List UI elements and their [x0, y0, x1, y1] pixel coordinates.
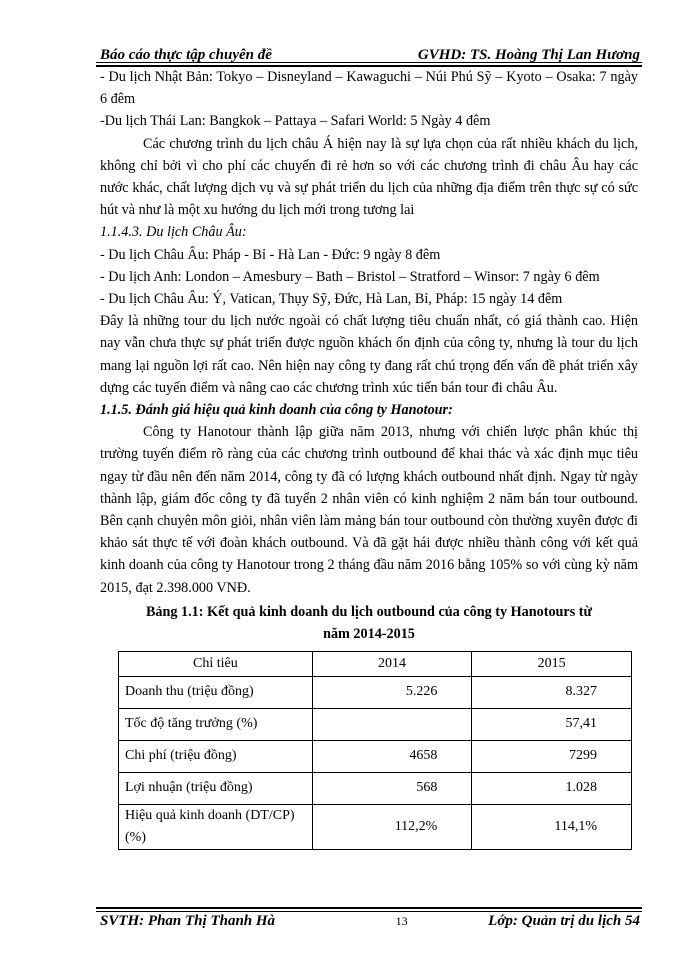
value-2014: 5.226 — [312, 676, 472, 708]
section-title: 1.1.5. Đánh giá hiệu quả kinh doanh của công ty Hanotour: — [100, 402, 453, 419]
europe-paragraph: Đây là những tour du lịch nước ngoài có chất lượng tiêu chuẩn nhất, có giá thành cao. Hiện nay vẫn chưa thực sự phát triển được nguồn khách ổn định của công ty, nhưng là tour du lịch mang lại nguồn lợi rất cao. Nên hiện nay công ty đang rất chú trọng đến vấn đề phát triển xây dựng các tuyến điểm và nâng cao các chương trình xúc tiến bán tour đi châu Âu. — [100, 313, 638, 396]
value-2014: 4658 — [312, 740, 472, 772]
row-label: Doanh thu (triệu đồng) — [119, 676, 313, 708]
header-2014: 2014 — [312, 651, 472, 676]
asia-paragraph: Các chương trình du lịch châu Á hiện nay là sự lựa chọn của rất nhiều khách du lịch, không chỉ bởi vì cho phí các chuyến đi rẻ hơn so với các chương trình đi châu Âu hay các nước khác, chất lượng dịch vụ và sự phát triển du lịch của những địa điểm trên thực sự có sức hút và như là một xu hướng du lịch mới trong tương lai — [100, 135, 638, 219]
value-2015: 7299 — [472, 740, 632, 772]
value-2015: 114,1% — [472, 804, 632, 849]
row-label: Chi phí (triệu đồng) — [119, 740, 313, 772]
table-header-row — [119, 651, 632, 676]
table-row — [119, 772, 632, 804]
table-caption — [100, 601, 638, 645]
table-caption-line2: năm 2014-2015 — [323, 625, 415, 642]
tour-thailand: -Du lịch Thái Lan: Bangkok – Pattaya – Safari World: 5 Ngày 4 đêm — [100, 113, 491, 130]
value-2014: 112,2% — [312, 804, 472, 849]
header-2015: 2015 — [472, 651, 632, 676]
table-row — [119, 676, 632, 708]
tour-japan: - Du lịch Nhật Bản: Tokyo – Disneyland – Kawaguchi – Núi Phú Sỹ – Kyoto – Osaka: 7 ngày 6 đêm — [100, 69, 638, 108]
table-caption-line1: Bảng 1.1: Kết quả kinh doanh du lịch outbound của công ty Hanotours từ — [145, 603, 593, 620]
value-2015: 57,41 — [472, 708, 632, 740]
value-2015: 1.028 — [472, 772, 632, 804]
header-report-title: Báo cáo thực tập chuyên đề — [100, 47, 272, 63]
evaluation-paragraph: Công ty Hanotour thành lập giữa năm 2013, nhưng với chiến lược phân khúc thị trường tuyến điểm rõ ràng của các chương trình outbound để khai thác và xác định mục tiêu ngay từ đầu nên đến năm 2014, công ty đã có lượng khách outbound nhất định. Ngay từ ngày thành lập, giám đốc công ty đã tuyển 2 nhân viên có kinh nghiệm 2 năm bán tour outbound. Bên cạnh chuyên môn giỏi, nhân viên làm mảng bán tour outbound còn thường xuyên được đi khảo sát thực tế với đoàn khách outbound. Và đã gặt hái được nhiều thành công với kết quả kinh doanh của công ty Hanotour trong 2 tháng đầu năm 2016 bằng 105% so với cùng kỳ năm 2015, đạt 2.398.000 VNĐ. — [100, 424, 638, 596]
table-row — [119, 804, 632, 849]
tour-uk: - Du lịch Anh: London – Amesbury – Bath – Bristol – Stratford – Winsor: 7 ngày 6 đêm — [100, 268, 600, 285]
footer-divider — [96, 907, 642, 912]
europe-heading: 1.1.4.3. Du lịch Châu Âu: — [100, 224, 247, 241]
page-number: 13 — [395, 914, 408, 928]
header-indicator: Chỉ tiêu — [119, 651, 313, 676]
row-label: Lợi nhuận (triệu đồng) — [119, 772, 313, 804]
row-label: Tốc độ tăng trưởng (%) — [119, 708, 313, 740]
footer-student: SVTH: Phan Thị Thanh Hà — [100, 913, 276, 929]
page-footer — [100, 913, 640, 930]
value-2015: 8.327 — [472, 676, 632, 708]
table-row — [119, 708, 632, 740]
value-2014 — [312, 708, 472, 740]
tour-europe-2: - Du lịch Châu Âu: Ý, Vatican, Thụy Sỹ, Đức, Hà Lan, Bỉ, Pháp: 15 ngày 14 đêm — [100, 291, 563, 308]
results-table — [118, 651, 632, 850]
footer-class: Lớp: Quản trị du lịch 54 — [488, 913, 640, 929]
header-supervisor: GVHD: TS. Hoàng Thị Lan Hương — [417, 47, 640, 63]
table-row — [119, 740, 632, 772]
value-2014: 568 — [312, 772, 472, 804]
page-header — [100, 40, 640, 64]
page-content — [100, 66, 638, 850]
row-label: Hiệu quả kinh doanh (DT/CP) (%) — [119, 804, 313, 849]
tour-europe-1: - Du lịch Châu Âu: Pháp - Bỉ - Hà Lan - Đức: 9 ngày 8 đêm — [100, 246, 441, 263]
